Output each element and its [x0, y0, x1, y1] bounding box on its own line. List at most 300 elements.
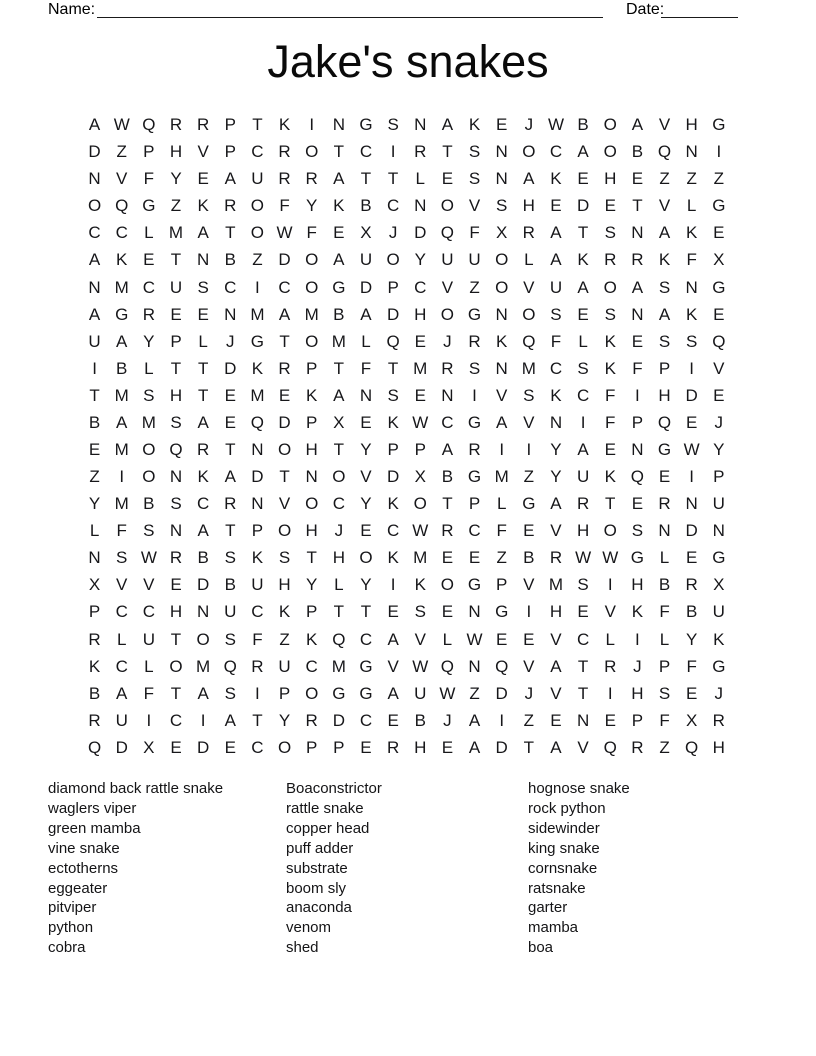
grid-cell: Z [659, 737, 670, 757]
grid-cell: W [602, 548, 619, 568]
grid-cell: F [686, 250, 697, 270]
grid-cell: O [250, 223, 265, 243]
word-list-item: pitviper [48, 899, 97, 917]
grid-cell: W [683, 439, 700, 459]
grid-cell: D [332, 710, 345, 730]
grid-cell: E [170, 575, 182, 595]
grid-cell: B [360, 196, 372, 216]
grid-cell: E [685, 412, 698, 432]
grid-cell: I [499, 439, 505, 459]
grid-cell: E [441, 169, 454, 189]
word-list-column [286, 779, 382, 958]
word-list-item: puff adder [286, 839, 354, 857]
grid-cell: X [88, 575, 101, 595]
grid-cell: K [577, 250, 589, 270]
grid-cell: K [251, 358, 264, 378]
grid-cell: S [197, 277, 209, 297]
grid-cell: H [169, 385, 183, 405]
grid-cell: H [305, 439, 318, 459]
grid-cell: N [441, 385, 454, 405]
grid-cell: U [549, 277, 563, 297]
grid-cell: C [386, 196, 400, 216]
grid-cell: B [631, 142, 644, 162]
grid-cell: U [224, 602, 237, 622]
grid-cell: B [523, 548, 535, 568]
grid-cell: T [279, 331, 290, 351]
grid-cell: U [576, 467, 590, 487]
grid-cell: G [115, 304, 129, 324]
grid-cell: T [360, 602, 372, 622]
grid-cell: E [197, 169, 209, 189]
grid-cell: C [359, 629, 373, 649]
grid-cell: S [658, 331, 671, 351]
grid-cell: E [360, 737, 372, 757]
grid-cell: N [224, 304, 237, 324]
grid-cell: K [333, 196, 345, 216]
grid-cell: Q [142, 115, 156, 135]
grid-cell: K [658, 250, 671, 270]
grid-cell: K [197, 196, 209, 216]
grid-cell: S [224, 683, 236, 703]
grid-cell: O [603, 115, 617, 135]
grid-cell: V [116, 169, 128, 189]
grid-cell: K [278, 115, 291, 135]
grid-cell: C [115, 656, 128, 676]
grid-cell: M [413, 358, 428, 378]
grid-cell: O [603, 142, 617, 162]
grid-cell: Q [440, 656, 455, 676]
grid-cell: B [224, 250, 236, 270]
grid-cell: M [494, 467, 509, 487]
grid-cell: R [224, 494, 237, 514]
grid-cell: Q [630, 467, 644, 487]
grid-cell: B [88, 412, 101, 432]
grid-cell: W [113, 115, 130, 135]
grid-cell: X [685, 710, 698, 730]
grid-cell: K [604, 358, 616, 378]
grid-cell: E [441, 737, 454, 757]
grid-cell: L [89, 521, 100, 541]
grid-cell: N [414, 115, 427, 135]
grid-cell: U [169, 277, 183, 297]
grid-cell: O [142, 439, 156, 459]
grid-cell: A [387, 629, 399, 649]
grid-cell: R [522, 223, 535, 243]
grid-cell: L [334, 575, 344, 595]
grid-cell: E [360, 412, 372, 432]
word-list-item: boom sly [286, 879, 347, 897]
grid-cell: T [523, 737, 535, 757]
grid-cell: F [605, 385, 616, 405]
grid-cell: R [88, 710, 101, 730]
grid-cell: L [144, 358, 154, 378]
grid-cell: J [443, 710, 452, 730]
grid-cell: K [414, 575, 426, 595]
grid-cell: C [251, 602, 264, 622]
grid-cell: D [88, 142, 101, 162]
grid-cell: H [414, 304, 427, 324]
grid-cell: K [550, 385, 562, 405]
grid-cell: I [526, 439, 532, 459]
grid-cell: J [524, 115, 534, 135]
grid-cell: R [631, 250, 644, 270]
grid-cell: O [522, 304, 536, 324]
grid-cell: E [604, 196, 616, 216]
grid-cell: A [116, 331, 128, 351]
grid-cell: E [143, 250, 155, 270]
word-list-item: diamond back rattle snake [48, 780, 224, 797]
grid-cell: N [468, 656, 481, 676]
word-list-item: cobra [48, 939, 86, 957]
grid-cell: H [522, 196, 535, 216]
grid-cell: D [414, 223, 427, 243]
grid-cell: A [631, 115, 644, 135]
word-list-item: venom [286, 919, 332, 937]
grid-cell: E [577, 304, 589, 324]
grid-cell: W [575, 548, 592, 568]
grid-cell: S [631, 521, 644, 541]
grid-cell: M [413, 548, 428, 568]
grid-cell: O [142, 467, 156, 487]
grid-cell: Y [414, 250, 426, 270]
grid-cell: K [116, 250, 128, 270]
grid-cell: E [278, 385, 291, 405]
grid-cell: I [200, 710, 206, 730]
grid-cell: S [468, 169, 481, 189]
word-list-item: copper head [286, 819, 370, 837]
grid-cell: N [712, 521, 725, 541]
grid-cell: Q [386, 331, 400, 351]
grid-cell: X [496, 223, 508, 243]
grid-cell: U [441, 250, 454, 270]
grid-cell: D [495, 683, 508, 703]
grid-cell: J [633, 656, 642, 676]
grid-cell: W [276, 223, 293, 243]
grid-cell: R [712, 710, 725, 730]
grid-cell: S [387, 115, 399, 135]
grid-cell: T [333, 358, 345, 378]
grid-cell: P [88, 602, 101, 622]
grid-cell: O [305, 277, 319, 297]
grid-cell: V [523, 412, 535, 432]
grid-cell: I [390, 142, 396, 162]
grid-cell: A [197, 412, 209, 432]
grid-cell: F [143, 169, 155, 189]
grid-cell: V [496, 385, 508, 405]
grid-cell: M [141, 412, 156, 432]
grid-cell: T [333, 602, 345, 622]
grid-cell: R [658, 494, 671, 514]
grid-cell: E [224, 412, 236, 432]
grid-cell: G [359, 115, 373, 135]
grid-cell: G [142, 196, 156, 216]
grid-cell: P [306, 602, 318, 622]
grid-cell: B [577, 115, 589, 135]
grid-cell: N [305, 467, 318, 487]
grid-cell: M [331, 656, 346, 676]
grid-cell: K [387, 412, 399, 432]
grid-cell: R [169, 548, 183, 568]
grid-cell: P [170, 331, 182, 351]
grid-cell: U [115, 710, 128, 730]
grid-cell: C [414, 277, 427, 297]
grid-cell: J [714, 412, 724, 432]
grid-cell: T [577, 656, 589, 676]
grid-cell: K [278, 602, 291, 622]
grid-cell: A [224, 169, 236, 189]
grid-cell: F [360, 358, 372, 378]
grid-cell: N [169, 467, 183, 487]
grid-cell: G [332, 277, 346, 297]
grid-cell: J [443, 331, 452, 351]
grid-cell: G [522, 494, 536, 514]
grid-cell: O [603, 277, 617, 297]
grid-cell: S [170, 494, 182, 514]
grid-cell: G [630, 548, 644, 568]
grid-cell: T [387, 358, 399, 378]
grid-cell: E [685, 683, 698, 703]
grid-cell: P [306, 358, 318, 378]
grid-cell: W [412, 656, 429, 676]
grid-cell: G [467, 412, 482, 432]
grid-cell: C [549, 358, 563, 378]
grid-cell: R [278, 358, 291, 378]
grid-cell: N [169, 521, 183, 541]
grid-cell: I [255, 277, 260, 297]
grid-cell: Z [659, 169, 670, 189]
grid-cell: Q [332, 629, 346, 649]
grid-cell: A [577, 142, 589, 162]
grid-cell: A [88, 115, 101, 135]
grid-cell: L [144, 656, 154, 676]
grid-cell: F [632, 358, 643, 378]
grid-cell: M [521, 358, 536, 378]
grid-cell: S [170, 412, 182, 432]
grid-cell: S [116, 548, 128, 568]
grid-cell: Y [170, 169, 182, 189]
grid-cell: A [577, 439, 589, 459]
grid-cell: O [277, 439, 292, 459]
grid-cell: B [414, 710, 426, 730]
grid-cell: V [278, 494, 291, 514]
grid-cell: Y [306, 575, 318, 595]
grid-cell: O [277, 521, 292, 541]
grid-cell: N [196, 602, 210, 622]
grid-cell: X [414, 467, 426, 487]
grid-cell: T [197, 385, 209, 405]
grid-cell: Z [469, 683, 480, 703]
grid-cell: A [387, 683, 399, 703]
grid-cell: T [89, 385, 100, 405]
grid-cell: U [251, 575, 264, 595]
grid-cell: K [468, 115, 481, 135]
grid-cell: F [252, 629, 263, 649]
grid-cell: A [550, 250, 562, 270]
grid-cell: N [685, 277, 698, 297]
grid-cell: U [278, 656, 291, 676]
grid-cell: A [468, 710, 481, 730]
grid-cell: A [658, 304, 671, 324]
grid-cell: A [116, 683, 128, 703]
grid-cell: G [712, 115, 726, 135]
grid-cell: C [115, 223, 128, 243]
grid-cell: H [305, 521, 318, 541]
grid-cell: X [360, 223, 372, 243]
grid-cell: V [523, 277, 535, 297]
grid-cell: X [143, 737, 155, 757]
grid-cell: S [224, 629, 236, 649]
grid-cell: D [386, 467, 400, 487]
grid-cell: V [658, 115, 671, 135]
grid-cell: I [119, 467, 125, 487]
grid-cell: E [387, 602, 399, 622]
word-list-item: rock python [528, 799, 606, 817]
grid-cell: E [523, 521, 535, 541]
grid-cell: A [333, 250, 345, 270]
grid-cell: G [467, 575, 482, 595]
grid-cell: E [224, 385, 236, 405]
grid-cell: T [252, 115, 263, 135]
grid-cell: D [278, 250, 291, 270]
grid-cell: T [360, 169, 372, 189]
grid-cell: C [115, 602, 128, 622]
grid-cell: O [495, 250, 509, 270]
grid-cell: C [305, 656, 318, 676]
grid-cell: W [466, 629, 483, 649]
grid-cell: E [387, 710, 399, 730]
grid-cell: W [140, 548, 157, 568]
grid-cell: S [658, 683, 671, 703]
grid-cell: G [712, 656, 726, 676]
grid-cell: N [658, 521, 671, 541]
grid-cell: A [631, 277, 644, 297]
grid-cell: I [607, 683, 613, 703]
grid-cell: U [468, 250, 481, 270]
grid-cell: Y [550, 467, 562, 487]
grid-cell: E [170, 304, 182, 324]
grid-cell: T [577, 683, 589, 703]
grid-cell: C [332, 494, 345, 514]
grid-cell: A [550, 494, 562, 514]
grid-cell: C [224, 277, 237, 297]
grid-cell: T [170, 358, 182, 378]
grid-cell: P [224, 115, 236, 135]
grid-cell: M [304, 304, 319, 324]
grid-cell: I [146, 710, 152, 730]
grid-cell: G [495, 602, 509, 622]
grid-cell: H [278, 575, 291, 595]
grid-cell: K [685, 304, 698, 324]
grid-cell: C [549, 142, 563, 162]
grid-cell: P [658, 358, 671, 378]
grid-cell: P [306, 412, 318, 432]
grid-cell: Z [713, 169, 724, 189]
grid-cell: Y [143, 331, 155, 351]
grid-cell: D [685, 521, 698, 541]
grid-cell: A [224, 467, 236, 487]
grid-cell: G [467, 467, 482, 487]
grid-cell: W [412, 412, 429, 432]
grid-cell: O [277, 737, 292, 757]
grid-cell: A [88, 250, 101, 270]
name-label: Name: [48, 1, 96, 18]
grid-cell: D [359, 277, 373, 297]
grid-cell: Z [523, 467, 535, 487]
grid-cell: R [386, 737, 400, 757]
grid-cell: U [88, 331, 101, 351]
grid-cell: T [170, 683, 182, 703]
grid-cell: O [305, 683, 319, 703]
grid-cell: E [441, 602, 454, 622]
grid-cell: I [580, 412, 586, 432]
grid-cell: V [360, 467, 372, 487]
grid-cell: U [414, 683, 427, 703]
grid-cell: L [415, 169, 425, 189]
grid-cell: N [88, 169, 101, 189]
word-search-grid [81, 111, 732, 761]
grid-cell: V [604, 602, 616, 622]
grid-cell: F [469, 223, 480, 243]
grid-cell: T [306, 548, 317, 568]
grid-cell: Y [360, 494, 372, 514]
date-underline [661, 3, 738, 18]
grid-cell: A [468, 737, 481, 757]
grid-cell: C [359, 142, 373, 162]
grid-cell: S [387, 385, 399, 405]
grid-cell: P [631, 710, 644, 730]
grid-cell: R [305, 710, 318, 730]
grid-cell: D [115, 737, 128, 757]
grid-cell: D [386, 304, 400, 324]
grid-cell: O [603, 521, 617, 541]
word-list-column [48, 779, 223, 958]
grid-cell: Q [712, 331, 726, 351]
grid-cell: P [333, 737, 345, 757]
grid-cell: V [550, 629, 562, 649]
grid-cell: L [659, 548, 670, 568]
grid-cell: I [309, 115, 315, 135]
grid-cell: L [116, 629, 127, 649]
grid-cell: B [143, 494, 155, 514]
grid-cell: W [412, 521, 429, 541]
grid-cell: M [250, 304, 265, 324]
grid-cell: J [388, 223, 398, 243]
grid-cell: N [685, 494, 698, 514]
grid-cell: L [686, 196, 697, 216]
grid-cell: B [685, 602, 698, 622]
grid-cell: V [658, 196, 671, 216]
grid-cell: E [224, 737, 236, 757]
grid-cell: G [332, 683, 346, 703]
grid-cell: V [550, 521, 562, 541]
grid-cell: T [225, 521, 236, 541]
grid-cell: V [387, 656, 399, 676]
grid-cell: L [524, 250, 534, 270]
grid-cell: K [685, 223, 698, 243]
grid-cell: O [522, 142, 536, 162]
grid-cell: K [387, 548, 399, 568]
grid-cell: I [689, 358, 695, 378]
grid-cell: C [251, 737, 264, 757]
grid-cell: P [143, 142, 155, 162]
grid-cell: O [359, 548, 373, 568]
grid-cell: T [333, 439, 345, 459]
grid-cell: T [387, 169, 399, 189]
grid-cell: G [712, 277, 726, 297]
grid-cell: L [496, 494, 507, 514]
grid-cell: T [442, 494, 453, 514]
grid-cell: S [604, 223, 616, 243]
